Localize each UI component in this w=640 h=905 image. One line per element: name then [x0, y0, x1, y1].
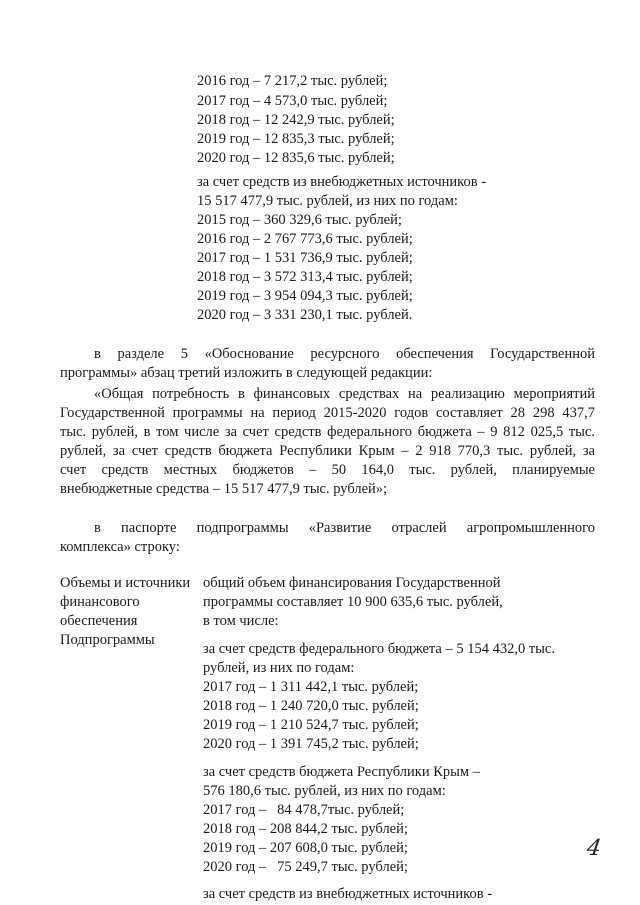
year-line: 2017 год – 4 573,0 тыс. рублей; — [197, 93, 388, 109]
year-line: 2015 год – 360 329,6 тыс. рублей; — [197, 212, 402, 228]
page-number: 4 — [585, 836, 603, 861]
paragraph-line: счет средств местных бюджетов – 50 164,0 тыс. рублей, планируемые — [60, 462, 595, 478]
paragraph-line: «Общая потребность в финансовых средствах на реализацию мероприятий — [94, 386, 595, 402]
year-line: 2016 год – 7 217,2 тыс. рублей; — [197, 73, 388, 89]
year-line: 2017 год – 84 478,7тыс. рублей; — [203, 802, 405, 818]
federal-heading: за счет средств федерального бюджета – 5 154 432,0 тыс. — [203, 641, 555, 657]
total-line: программы составляет 10 900 635,6 тыс. рублей, — [203, 594, 503, 610]
year-line: 2018 год – 1 240 720,0 тыс. рублей; — [203, 698, 419, 714]
extrabudget-heading: за счет средств из внебюджетных источников - — [197, 174, 487, 190]
label-line: Подпрограммы — [60, 632, 155, 648]
year-line: 2018 год – 3 572 313,4 тыс. рублей; — [197, 269, 413, 285]
paragraph-line: рублей, за счет средств бюджета Республики Крым – 2 918 770,3 тыс. рублей, за — [60, 443, 595, 459]
year-line: 2017 год – 1 311 442,1 тыс. рублей; — [203, 679, 419, 695]
year-line: 2020 год – 12 835,6 тыс. рублей; — [197, 150, 395, 166]
extrabudget-total: 15 517 477,9 тыс. рублей, из них по годам: — [197, 193, 458, 209]
federal-subheading: рублей, из них по годам: — [203, 660, 355, 676]
paragraph-line: внебюджетные средства – 15 517 477,9 тыс. рублей»; — [60, 481, 388, 497]
year-line: 2018 год – 12 242,9 тыс. рублей; — [197, 112, 395, 128]
year-line: 2019 год – 207 608,0 тыс. рублей; — [203, 840, 408, 856]
extrabudget-heading: за счет средств из внебюджетных источников - — [203, 886, 493, 902]
year-line: 2020 год – 3 331 230,1 тыс. рублей. — [197, 307, 413, 323]
total-line: общий объем финансирования Государственной — [203, 575, 501, 591]
paragraph-line: Государственной программы на период 2015-2020 годов составляет 28 298 437,7 — [60, 405, 595, 421]
label-line: обеспечения — [60, 613, 138, 629]
year-line: 2016 год – 2 767 773,6 тыс. рублей; — [197, 231, 413, 247]
paragraph-line: тыс. рублей, в том числе за счет средств федерального бюджета – 9 812 025,5 тыс. — [60, 424, 595, 440]
label-line: Объемы и источники — [60, 575, 191, 591]
year-line: 2019 год – 1 210 524,7 тыс. рублей; — [203, 717, 419, 733]
year-line: 2020 год – 75 249,7 тыс. рублей; — [203, 859, 408, 875]
paragraph-line: в паспорте подпрограммы «Развитие отраслей агропромышленного — [94, 520, 595, 536]
crimea-subheading: 576 180,6 тыс. рублей, из них по годам: — [203, 783, 446, 799]
year-line: 2017 год – 1 531 736,9 тыс. рублей; — [197, 250, 413, 266]
label-line: финансового — [60, 594, 140, 610]
paragraph-line: комплекса» строку: — [60, 539, 180, 555]
year-line: 2019 год – 12 835,3 тыс. рублей; — [197, 131, 395, 147]
year-line: 2018 год – 208 844,2 тыс. рублей; — [203, 821, 408, 837]
year-line: 2019 год – 3 954 094,3 тыс. рублей; — [197, 288, 413, 304]
paragraph-line: в разделе 5 «Обоснование ресурсного обеспечения Государственной — [94, 346, 595, 362]
total-line: в том числе: — [203, 613, 279, 629]
year-line: 2020 год – 1 391 745,2 тыс. рублей; — [203, 736, 419, 752]
paragraph-line: программы» абзац третий изложить в следующей редакции: — [60, 365, 433, 381]
crimea-heading: за счет средств бюджета Республики Крым – — [203, 764, 480, 780]
